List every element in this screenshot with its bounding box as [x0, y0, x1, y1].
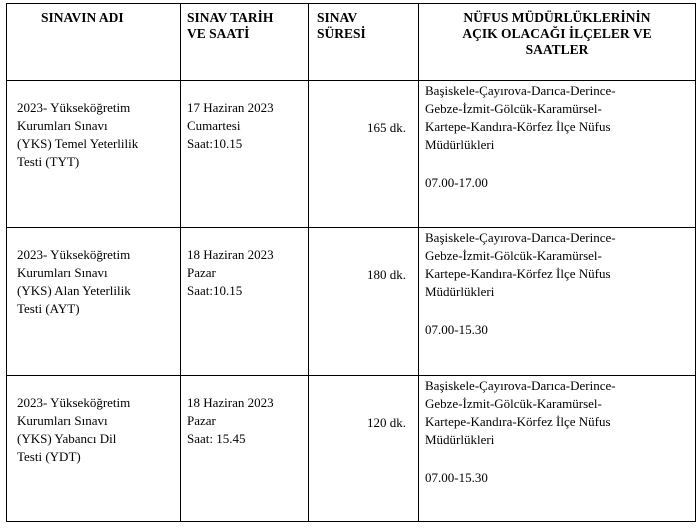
exam-date-line: Saat:10.15: [187, 283, 243, 298]
exam-name-line: (YKS) Temel Yeterlilik: [17, 136, 139, 151]
offices-line: Müdürlükleri: [425, 137, 495, 152]
exam-name-line: Kurumları Sınavı: [17, 265, 108, 280]
header-exam-duration: [309, 4, 419, 81]
table-header-row: [7, 4, 696, 81]
offices-line: Kartepe-Kandıra-Körfez İlçe Nüfus: [425, 119, 611, 134]
exam-date-line: 17 Haziran 2023: [187, 100, 274, 115]
header-duration-line: SÜRESİ: [317, 26, 366, 41]
offices-line: Gebze-İzmit-Gölcük-Karamürsel-: [425, 396, 602, 411]
exam-date-cell: [181, 228, 309, 376]
exam-duration-value: 165 dk.: [367, 120, 406, 135]
exam-date-line: 18 Haziran 2023: [187, 395, 274, 410]
header-offices-line: AÇIK OLACAĞI İLÇELER VE: [462, 26, 652, 41]
header-exam-name-text: SINAVIN ADI: [41, 10, 124, 25]
offices-line: Kartepe-Kandıra-Körfez İlçe Nüfus: [425, 266, 611, 281]
exam-name-cell: [7, 81, 181, 228]
exam-duration-value: 180 dk.: [367, 267, 406, 282]
header-offices: [419, 4, 696, 81]
exam-name-line: Kurumları Sınavı: [17, 118, 108, 133]
exam-date-line: Saat:10.15: [187, 136, 243, 151]
offices-cell: [419, 81, 696, 228]
exam-duration-cell: [309, 81, 419, 228]
table-row: [7, 228, 696, 376]
offices-line: Müdürlükleri: [425, 432, 495, 447]
exam-date-line: Cumartesi: [187, 118, 241, 133]
header-exam-name: [7, 4, 181, 81]
offices-cell: [419, 376, 696, 522]
header-duration-line: SINAV: [317, 10, 358, 25]
exam-date-line: Pazar: [187, 265, 216, 280]
office-hours: 07.00-15.30: [425, 470, 488, 485]
exam-schedule-table: [6, 3, 696, 522]
offices-line: Gebze-İzmit-Gölcük-Karamürsel-: [425, 101, 602, 116]
exam-name-cell: [7, 228, 181, 376]
exam-duration-cell: [309, 228, 419, 376]
table-row: [7, 376, 696, 522]
exam-duration-cell: [309, 376, 419, 522]
header-date-line: VE SAATİ: [187, 26, 250, 41]
offices-line: Başiskele-Çayırova-Darıca-Derince-: [425, 378, 616, 393]
exam-date-cell: [181, 81, 309, 228]
offices-line: Müdürlükleri: [425, 284, 495, 299]
header-date-line: SINAV TARİH: [187, 10, 274, 25]
exam-name-line: 2023- Yükseköğretim: [17, 247, 131, 262]
offices-line: Gebze-İzmit-Gölcük-Karamürsel-: [425, 248, 602, 263]
offices-line: Başiskele-Çayırova-Darıca-Derince-: [425, 83, 616, 98]
exam-name-line: Testi (AYT): [17, 301, 80, 316]
exam-date-line: 18 Haziran 2023: [187, 247, 274, 262]
exam-name-line: 2023- Yükseköğretim: [17, 100, 131, 115]
exam-duration-value: 120 dk.: [367, 415, 406, 430]
exam-date-line: Pazar: [187, 413, 216, 428]
exam-date-line: Saat: 15.45: [187, 431, 246, 446]
exam-name-line: Testi (TYT): [17, 154, 80, 169]
exam-name-line: (YKS) Alan Yeterlilik: [17, 283, 131, 298]
header-exam-date-time: [181, 4, 309, 81]
offices-cell: [419, 228, 696, 376]
offices-line: Başiskele-Çayırova-Darıca-Derince-: [425, 230, 616, 245]
exam-date-cell: [181, 376, 309, 522]
exam-name-line: 2023- Yükseköğretim: [17, 395, 131, 410]
exam-name-line: Kurumları Sınavı: [17, 413, 108, 428]
exam-name-line: Testi (YDT): [17, 449, 81, 464]
header-offices-line: NÜFUS MÜDÜRLÜKLERİNİN: [463, 10, 651, 25]
office-hours: 07.00-15.30: [425, 322, 488, 337]
exam-name-line: (YKS) Yabancı Dil: [17, 431, 117, 446]
header-offices-line: SAATLER: [525, 42, 589, 57]
office-hours: 07.00-17.00: [425, 175, 488, 190]
table-row: [7, 81, 696, 228]
exam-name-cell: [7, 376, 181, 522]
offices-line: Kartepe-Kandıra-Körfez İlçe Nüfus: [425, 414, 611, 429]
